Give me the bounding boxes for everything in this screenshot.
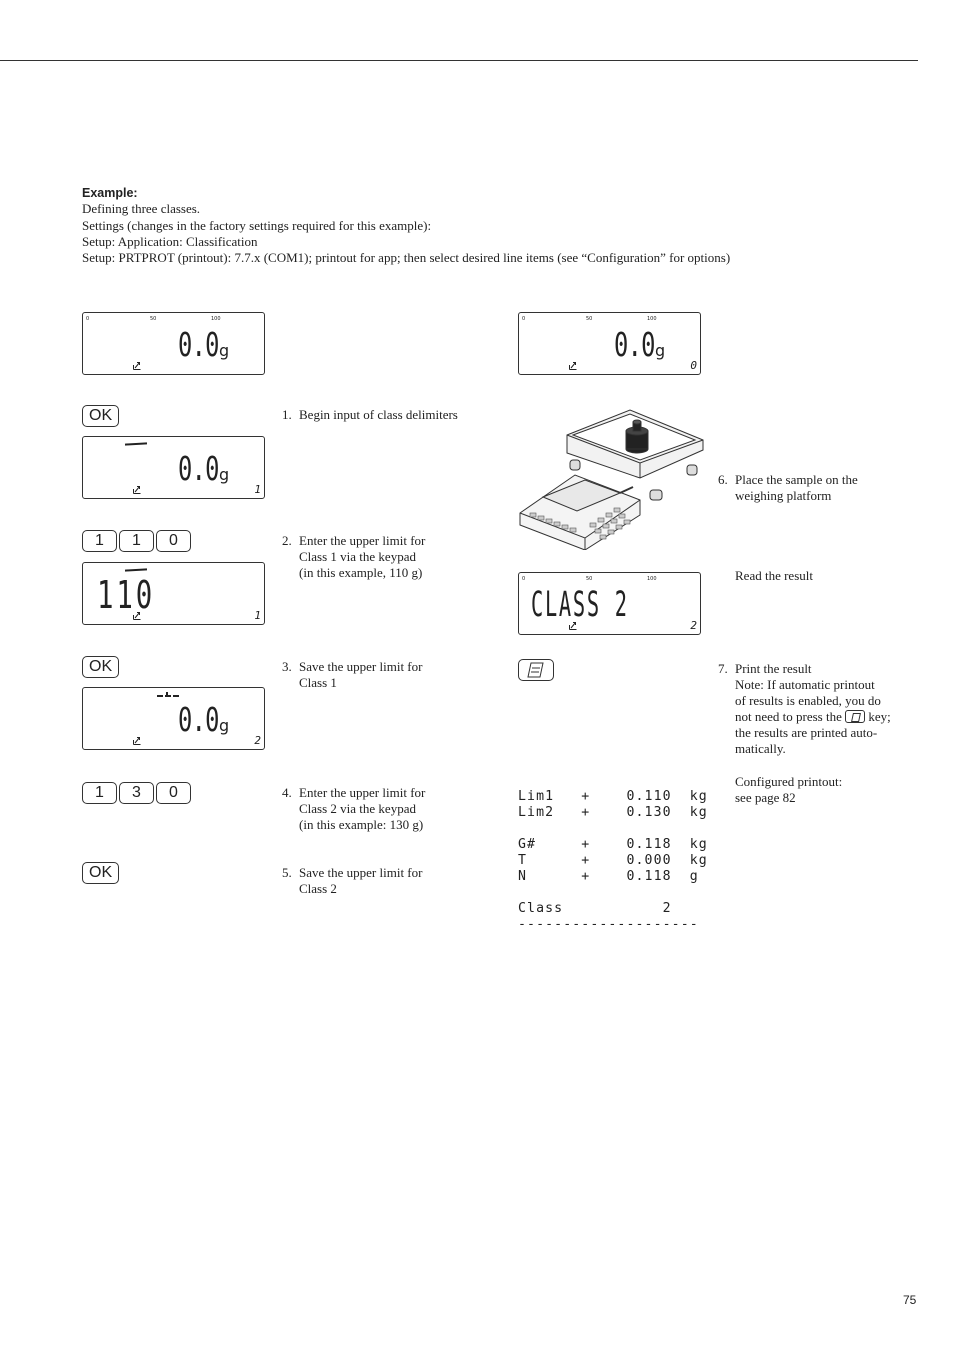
ok-key-group (82, 656, 119, 678)
ok-key-group (82, 862, 119, 884)
read-result-text: Read the result (735, 568, 813, 583)
keypad-sequence-110 (82, 530, 191, 552)
step-line: Class 1 via the keypad (299, 549, 416, 564)
header-rule (0, 60, 918, 61)
step-line: (in this example, 110 g) (299, 565, 423, 580)
step-line: (in this example: 130 g) (299, 817, 424, 832)
class-counter: 1 (254, 483, 261, 496)
stability-icon (133, 611, 141, 620)
display-unit: g (219, 341, 230, 360)
print-key-icon (845, 710, 865, 723)
step-number: 5. (282, 865, 292, 880)
printout-line: N + 0.118 g (518, 869, 699, 884)
step-line: matically. (735, 741, 786, 756)
printout-line: G# + 0.118 kg (518, 837, 708, 852)
display-value: 0.0 (178, 325, 219, 364)
scale-mark-low: 0 (86, 316, 90, 322)
ok-key-group (82, 405, 119, 427)
step-line: Class 2 via the keypad (299, 801, 416, 816)
step-number: 1. (282, 407, 292, 422)
step-line: Enter the upper limit for (299, 785, 426, 800)
step-number: 6. (718, 472, 728, 487)
step-line: Class 1 (299, 675, 337, 690)
note-line: see page 82 (735, 790, 796, 805)
step-text (735, 661, 891, 757)
printout-listing (518, 773, 708, 949)
step-text (299, 533, 425, 581)
digit-key[interactable]: 0 (156, 782, 191, 804)
display-value: 0.0 (178, 700, 219, 739)
display-value: 0.0 (178, 449, 219, 488)
display-class-result (518, 572, 701, 635)
scale-mark-high: 100 (647, 316, 657, 322)
print-key[interactable] (518, 659, 554, 681)
step-text (299, 865, 422, 897)
intro-line: Defining three classes. (82, 201, 201, 217)
step-text (299, 785, 425, 833)
scale-mark-mid: 50 (150, 316, 157, 322)
stability-icon (133, 361, 141, 370)
class-counter: 2 (254, 734, 261, 747)
printout-line: Lim2 + 0.130 kg (518, 805, 708, 820)
display-unit: g (655, 341, 666, 360)
intro-line: Setup: PRTPROT (printout): 7.7.x (COM1); printout for app; then select desired line items (see “Configuration” for options) (82, 250, 731, 266)
digit-key[interactable]: 1 (119, 530, 154, 552)
step-line: the results are printed auto- (735, 725, 878, 740)
scale-mark-high: 100 (647, 576, 657, 582)
step-line: of results is enabled, you do (735, 693, 881, 708)
keypad-sequence-130 (82, 782, 191, 804)
class-counter: 0 (690, 359, 697, 372)
step-line: Save the upper limit for (299, 865, 423, 880)
display-initial (82, 312, 265, 375)
scale-with-weight-illustration (515, 405, 710, 550)
display-class-2-input (82, 687, 265, 750)
display-class-input (82, 436, 265, 499)
digit-key[interactable]: 1 (82, 530, 117, 552)
intro-line: Setup: Application: Classification (82, 233, 258, 249)
intro-block (82, 185, 922, 266)
ok-key[interactable]: OK (82, 862, 119, 884)
step-3 (282, 659, 492, 693)
stability-icon (133, 485, 141, 494)
ok-key[interactable]: OK (82, 405, 119, 427)
step-number: 3. (282, 659, 292, 674)
step-line: Save the upper limit for (299, 659, 423, 674)
stability-icon (569, 621, 577, 630)
intro-heading: Example: (82, 186, 138, 200)
scale-mark-low: 0 (522, 316, 526, 322)
step-text: Begin input of class delimiters (299, 407, 458, 422)
step-line: Place the sample on the (735, 472, 858, 487)
stability-icon (133, 736, 141, 745)
step-text (735, 472, 858, 504)
scale-mark-mid: 50 (586, 576, 593, 582)
step-2 (282, 533, 492, 583)
step-line: Print the result (735, 661, 812, 676)
display-unit: g (219, 716, 230, 735)
stability-icon (569, 361, 577, 370)
digit-key[interactable]: 0 (156, 530, 191, 552)
step-line: Note: If automatic printout (735, 677, 875, 692)
intro-line: Settings (changes in the factory settings required for this example): (82, 217, 432, 233)
printout-line: Lim1 + 0.110 kg (518, 789, 708, 804)
step-line: Enter the upper limit for (299, 533, 426, 548)
display-value: 0.0 (614, 325, 655, 364)
configured-printout-note (735, 774, 842, 806)
step-7 (718, 661, 928, 761)
printout-line: T + 0.000 kg (518, 853, 708, 868)
class-bar-indicator (125, 568, 147, 571)
printout-line (518, 821, 708, 837)
print-icon (519, 660, 553, 680)
printout-line: -------------------- (518, 917, 699, 932)
class-bar-indicator (125, 442, 147, 445)
scale-mark-high: 100 (211, 316, 221, 322)
step-line: not need to press the (735, 709, 842, 724)
scale-mark-low: 0 (522, 576, 526, 582)
step-6 (718, 472, 918, 506)
note-line: Configured printout: (735, 774, 843, 789)
step-line: Class 2 (299, 881, 337, 896)
step-text (299, 659, 422, 691)
scale-mark-mid: 50 (586, 316, 593, 322)
digit-key[interactable]: 3 (119, 782, 154, 804)
class-counter: 1 (254, 609, 261, 622)
printout-line: Class 2 (518, 901, 672, 916)
display-value: 110 (97, 573, 156, 617)
step-5 (282, 865, 492, 899)
display-unit: g (219, 465, 230, 484)
step-4 (282, 785, 492, 835)
step-line: weighing platform (735, 488, 832, 503)
class-counter: 2 (690, 619, 697, 632)
printout-line (518, 885, 708, 901)
display-value: CLASS 2 (531, 585, 629, 625)
step-number: 4. (282, 785, 292, 800)
step-line: key; (868, 709, 891, 724)
class-bar-indicator (157, 695, 179, 699)
display-limit-110 (82, 562, 265, 625)
display-ready (518, 312, 701, 375)
ok-key[interactable]: OK (82, 656, 119, 678)
digit-key[interactable]: 1 (82, 782, 117, 804)
step-number: 7. (718, 661, 728, 676)
step-number: 2. (282, 533, 292, 548)
page-number: 75 (903, 1293, 917, 1307)
